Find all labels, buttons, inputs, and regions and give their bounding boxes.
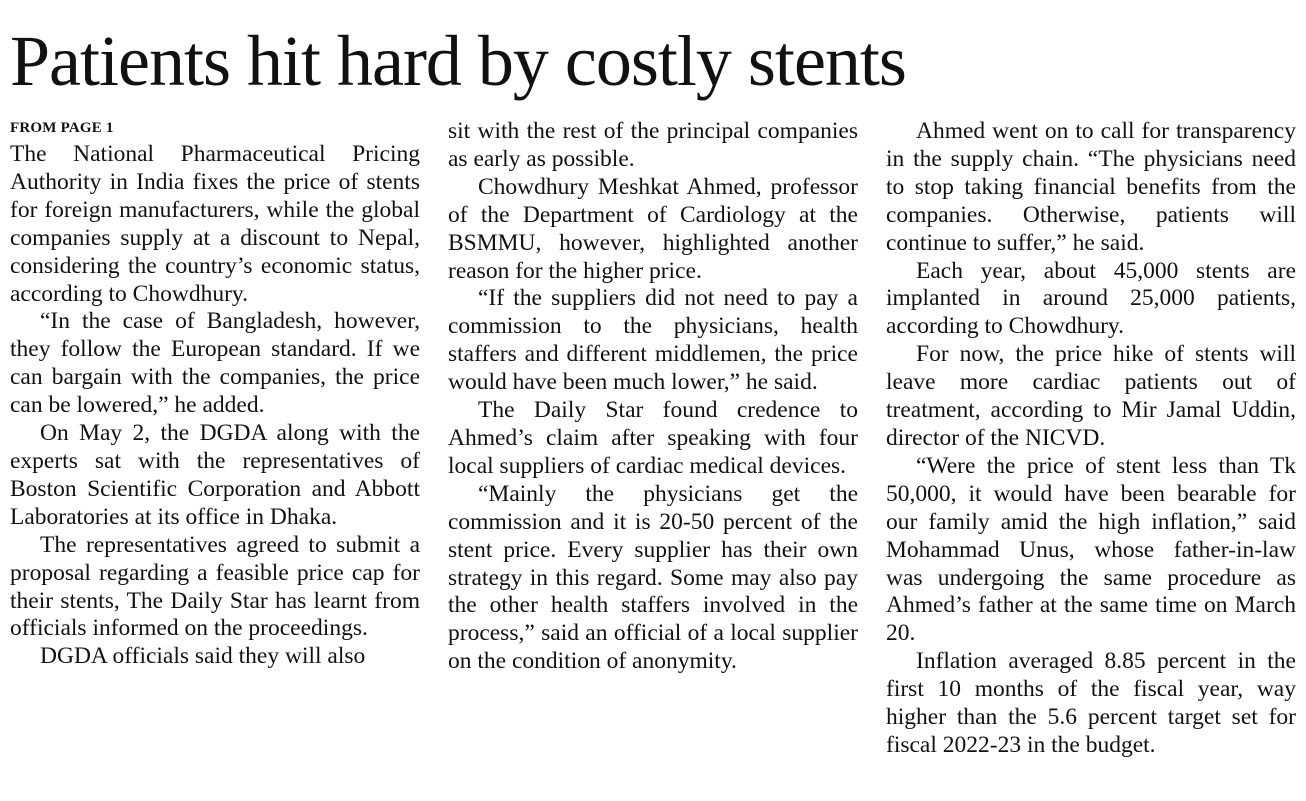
article-column-3 — [886, 118, 1296, 760]
headline: Patients hit hard by costly stents — [10, 21, 906, 101]
paragraph: DGDA officials said they will also — [40, 643, 366, 670]
paragraph: The Daily Star found credence to Ahmed’s claim after speaking with four local suppliers of cardiac medical devices. — [448, 397, 858, 479]
paragraph: Chowdhury Meshkat Ahmed, professor of the Department of Cardiology at the BSMMU, however, highlighted another reason for the higher price. — [448, 173, 858, 284]
kicker: FROM PAGE 1 — [10, 120, 114, 136]
paragraph: Inflation averaged 8.85 percent in the first 10 months of the fiscal year, way higher than the 5.6 percent target set for fiscal 2022-23 in the budget. — [886, 648, 1296, 758]
paragraph: “Were the price of stent less than Tk 50,000, it would have been bearable for our family amid the high inflation,” said Mohammad Unus, whose father-in-law was undergoing the same procedure as Ahmed’s father at the same time on March 20. — [886, 452, 1296, 647]
paragraph-continued: sit with the rest of the principal companies as early as possible. — [448, 118, 858, 172]
paragraph: On May 2, the DGDA along with the experts sat with the representatives of Boston Scientific Corporation and Abbott Laboratories at its office in Dhaka. — [10, 420, 420, 530]
paragraph: Ahmed went on to call for transparency in the supply chain. “The physicians need to stop taking financial benefits from the companies. Otherwise, patients will continue to suffer,” he said. — [886, 118, 1296, 256]
paragraph: “Mainly the physicians get the commission and it is 20-50 percent of the stent price. Every supplier has their own strategy in this regard. Some may also pay the other health staffers involved in the process,” said an official of a local supplier on the condition of anonymity. — [448, 480, 858, 675]
paragraph: The representatives agreed to submit a proposal regarding a feasible price cap for their stents, The Daily Star has learnt from officials informed on the proceedings. — [10, 531, 420, 642]
paragraph: “In the case of Bangladesh, however, they follow the European standard. If we can bargain with the companies, the price can be lowered,” he added. — [10, 308, 420, 419]
article-column-2 — [448, 118, 858, 676]
paragraph: Each year, about 45,000 stents are implanted in around 25,000 patients, according to Chowdhury. — [886, 257, 1296, 340]
paragraph: For now, the price hike of stents will leave more cardiac patients out of treatment, according to Mir Jamal Uddin, director of the NICVD. — [886, 341, 1296, 451]
paragraph: “If the suppliers did not need to pay a commission to the physicians, health staffers and different middlemen, the price would have been much lower,” he said. — [448, 285, 858, 396]
paragraph: The National Pharmaceutical Pricing Authority in India fixes the price of stents for foreign manufacturers, while the global companies supply at a discount to Nepal, considering the country’s economic status, according to Chowdhury. — [10, 141, 420, 307]
article-column-1 — [10, 118, 420, 671]
